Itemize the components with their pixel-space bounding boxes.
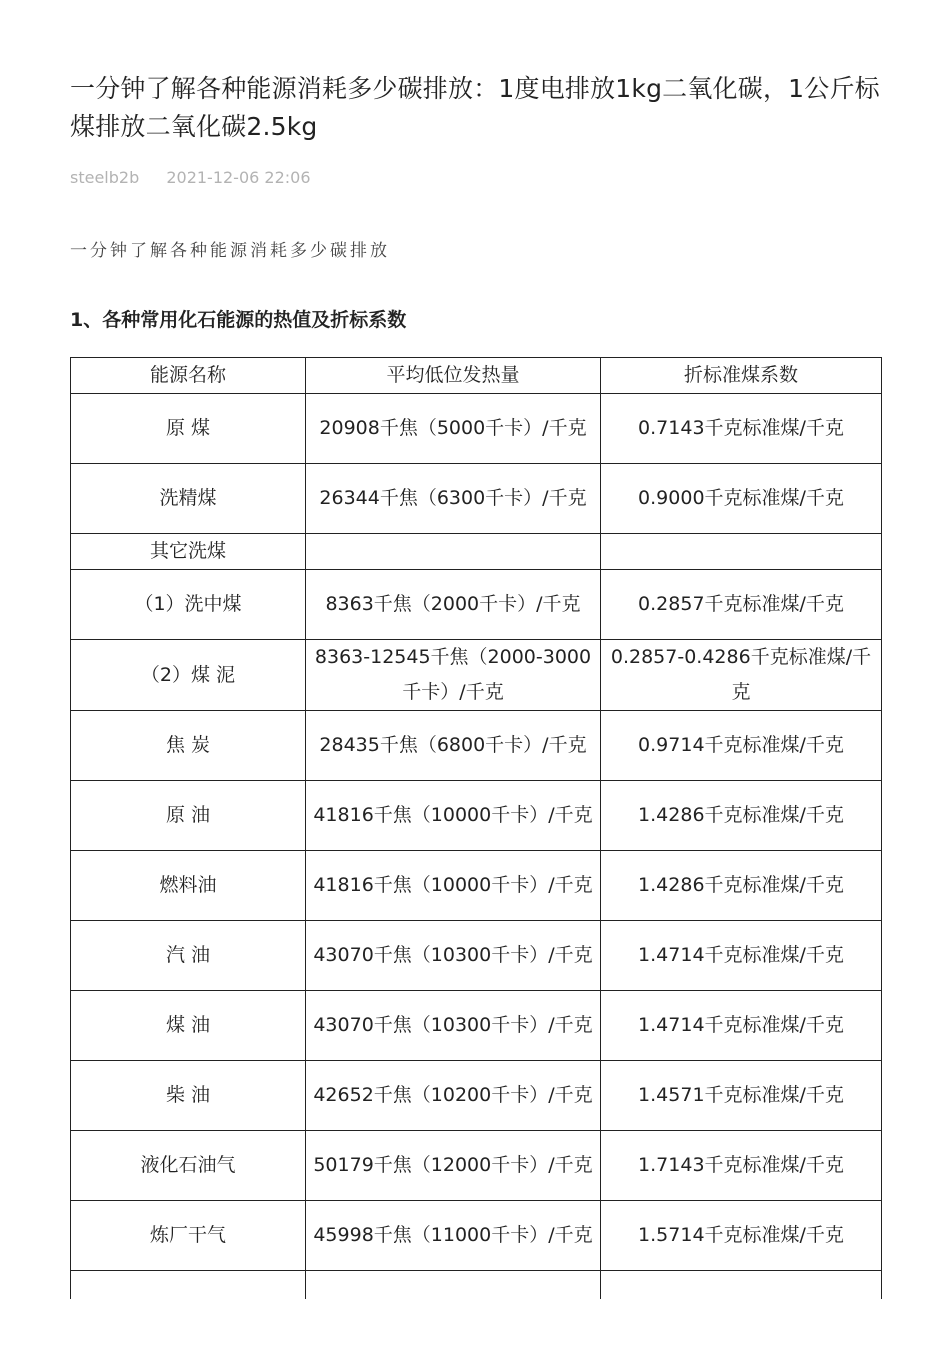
cell-energy-name: 液化石油气	[71, 1131, 306, 1201]
table-row	[71, 394, 882, 464]
cell-energy-name: 炼厂干气	[71, 1201, 306, 1271]
cell-heat-value: 8363-12545千焦（2000-3000千卡）/千克	[306, 640, 601, 711]
cell-heat-value: 41816千焦（10000千卡）/千克	[306, 851, 601, 921]
cell-energy-name: 柴 油	[71, 1061, 306, 1131]
cell-coal-coefficient: 1.7143千克标准煤/千克	[601, 1131, 882, 1201]
table-header-row	[71, 358, 882, 394]
cell-energy-name: （2）煤 泥	[71, 640, 306, 711]
cell-heat-value: 50179千焦（12000千卡）/千克	[306, 1131, 601, 1201]
cell-coal-coefficient: 0.2857千克标准煤/千克	[601, 570, 882, 640]
table-row	[71, 991, 882, 1061]
cell-energy-name: 洗精煤	[71, 464, 306, 534]
table-row	[71, 851, 882, 921]
article-title: 一分钟了解各种能源消耗多少碳排放：1度电排放1kg二氧化碳，1公斤标煤排放二氧化碳2.5kg	[70, 74, 880, 141]
cell-heat-value: 26344千焦（6300千卡）/千克	[306, 464, 601, 534]
cell-coal-coefficient: 1.5714千克标准煤/千克	[601, 1201, 882, 1271]
cell-heat-value: 28435千焦（6800千卡）/千克	[306, 711, 601, 781]
header-coal-coefficient: 折标准煤系数	[601, 358, 882, 394]
table-row-partial	[71, 1271, 882, 1300]
cell-heat-value: 43070千焦（10300千卡）/千克	[306, 991, 601, 1061]
cell-energy-name: 煤 油	[71, 991, 306, 1061]
cell-heat-value: 20908千焦（5000千卡）/千克	[306, 394, 601, 464]
cell-coal-coefficient: 0.7143千克标准煤/千克	[601, 394, 882, 464]
header-energy-name: 能源名称	[71, 358, 306, 394]
table-row	[71, 640, 882, 711]
cell-heat-value: 41816千焦（10000千卡）/千克	[306, 781, 601, 851]
section-heading: 1、各种常用化石能源的热值及折标系数	[70, 309, 407, 331]
table-row	[71, 1201, 882, 1271]
cell-heat-value	[306, 1271, 601, 1300]
cell-energy-name	[71, 1271, 306, 1300]
cell-coal-coefficient: 1.4571千克标准煤/千克	[601, 1061, 882, 1131]
cell-coal-coefficient: 1.4714千克标准煤/千克	[601, 991, 882, 1061]
table-row	[71, 1061, 882, 1131]
cell-coal-coefficient: 1.4714千克标准煤/千克	[601, 921, 882, 991]
cell-coal-coefficient	[601, 1271, 882, 1300]
table-row	[71, 781, 882, 851]
cell-energy-name: 原 煤	[71, 394, 306, 464]
cell-energy-name: 燃料油	[71, 851, 306, 921]
cell-coal-coefficient: 0.9000千克标准煤/千克	[601, 464, 882, 534]
cell-heat-value: 42652千焦（10200千卡）/千克	[306, 1061, 601, 1131]
table-row	[71, 534, 882, 570]
article-datetime: 2021-12-06 22:06	[166, 168, 311, 187]
table-row	[71, 921, 882, 991]
table-row	[71, 711, 882, 781]
article-meta	[70, 168, 882, 190]
cell-heat-value: 45998千焦（11000千卡）/千克	[306, 1201, 601, 1271]
cell-energy-name: 原 油	[71, 781, 306, 851]
cell-energy-name: 焦 炭	[71, 711, 306, 781]
table-row	[71, 1131, 882, 1201]
table-row	[71, 464, 882, 534]
cell-coal-coefficient	[601, 534, 882, 570]
cell-coal-coefficient: 1.4286千克标准煤/千克	[601, 851, 882, 921]
cell-heat-value: 43070千焦（10300千卡）/千克	[306, 921, 601, 991]
cell-energy-name: 其它洗煤	[71, 534, 306, 570]
energy-coefficient-table	[70, 357, 882, 1299]
cell-heat-value: 8363千焦（2000千卡）/千克	[306, 570, 601, 640]
article-intro: 一分钟了解各种能源消耗多少碳排放	[70, 241, 390, 261]
cell-energy-name: （1）洗中煤	[71, 570, 306, 640]
article	[70, 70, 882, 332]
energy-table-wrapper	[70, 357, 882, 1299]
cell-energy-name: 汽 油	[71, 921, 306, 991]
header-heat-value: 平均低位发热量	[306, 358, 601, 394]
cell-coal-coefficient: 0.2857-0.4286千克标准煤/千克	[601, 640, 882, 711]
article-author[interactable]: steelb2b	[70, 168, 140, 187]
table-row	[71, 570, 882, 640]
cell-coal-coefficient: 0.9714千克标准煤/千克	[601, 711, 882, 781]
cell-coal-coefficient: 1.4286千克标准煤/千克	[601, 781, 882, 851]
cell-heat-value	[306, 534, 601, 570]
